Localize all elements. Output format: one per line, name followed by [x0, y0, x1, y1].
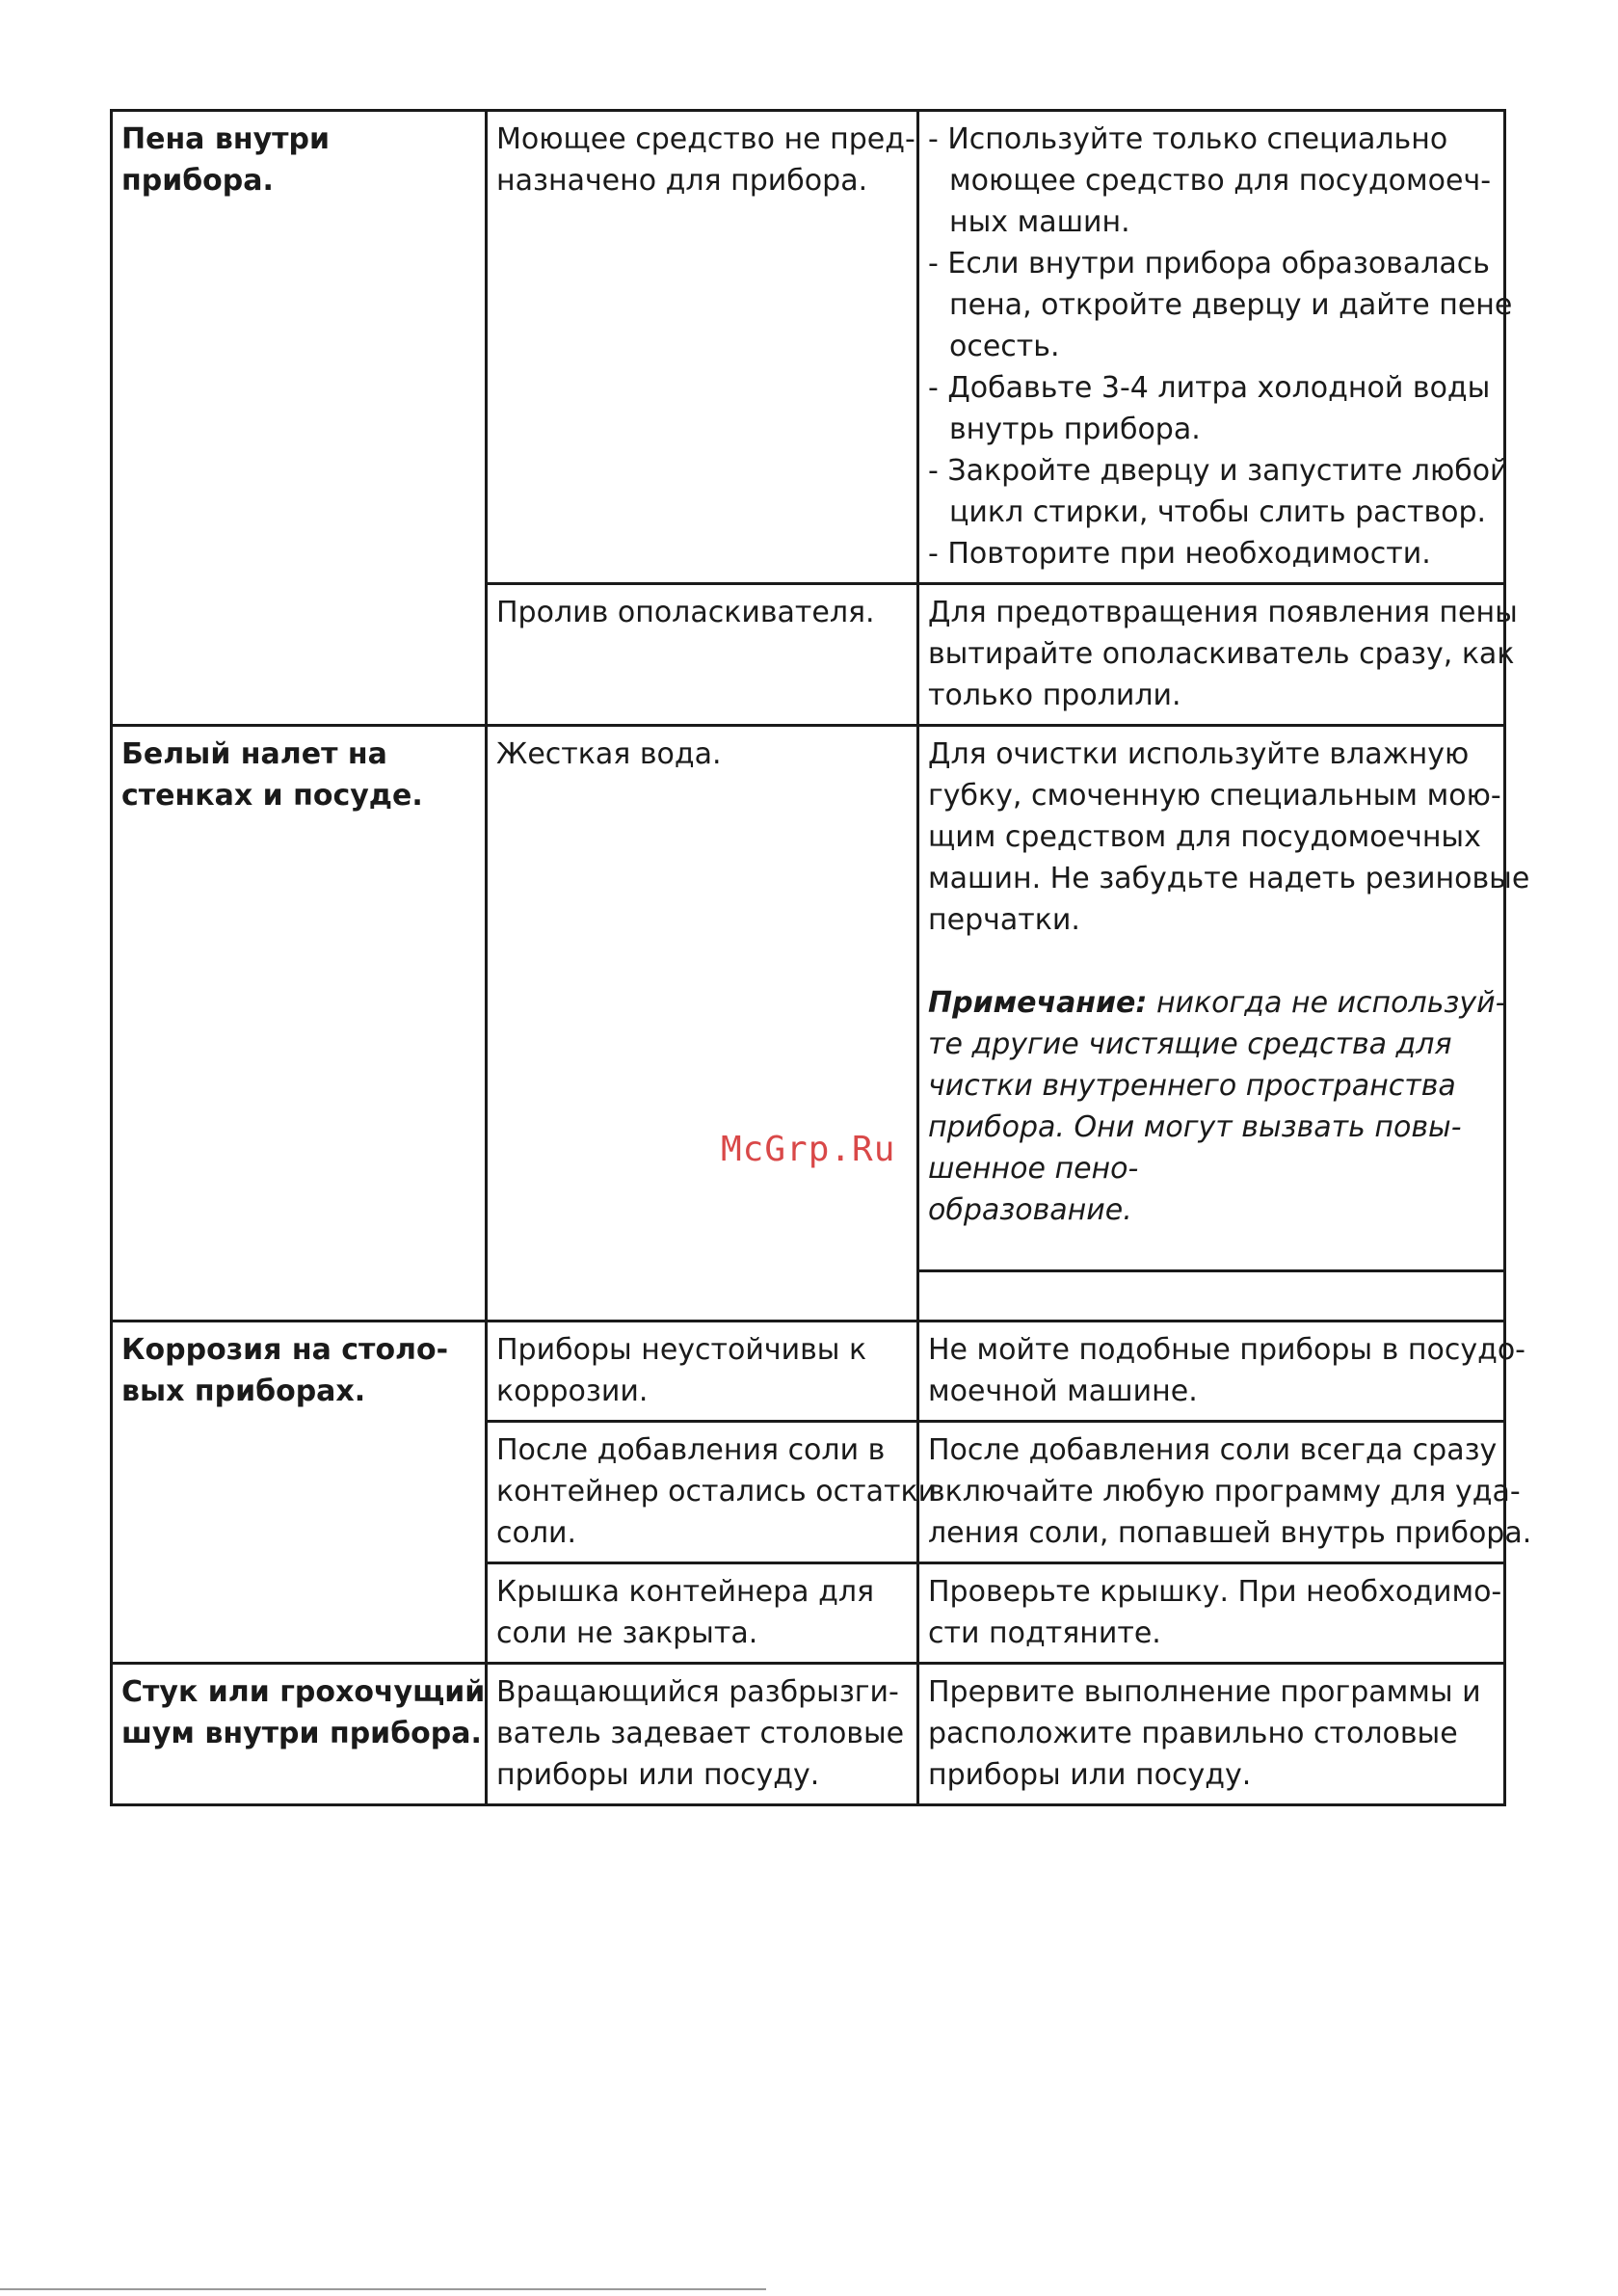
problem-text: стенках и посуде. [121, 779, 423, 813]
problem-text: Белый налет на [121, 737, 387, 771]
problem-text: прибора. [121, 164, 274, 198]
solution-text: ных машин. [949, 205, 1130, 239]
cause-text: Пролив ополаскивателя. [496, 596, 875, 629]
solution-text: приборы или посуду. [928, 1758, 1252, 1792]
solution-text: расположите правильно столовые [928, 1717, 1458, 1750]
cause-cell [487, 1563, 918, 1664]
table-row [112, 726, 1505, 1271]
note-text: шенное пено- [928, 1152, 1139, 1186]
cause-cell [487, 1422, 938, 1563]
solution-cell [918, 1322, 1525, 1422]
solution-text: включайте любую программу для уда- [928, 1475, 1521, 1508]
problem-text: Стук или грохочущий [121, 1675, 486, 1709]
solution-cell [918, 1422, 1532, 1563]
solution-text: пена, откройте дверцу и дайте пене [949, 288, 1513, 322]
cause-text: Жесткая вода. [496, 737, 722, 771]
cause-text: назначено для прибора. [496, 164, 868, 198]
solution-cell [918, 1563, 1505, 1664]
solution-text: Для очистки используйте влажную [928, 737, 1470, 771]
empty-cell [918, 1271, 1505, 1322]
solution-text: осесть. [949, 330, 1060, 363]
cause-cell [487, 584, 918, 726]
table-row [112, 1664, 1505, 1805]
problem-text: Коррозия на столо- [121, 1333, 449, 1367]
problem-cell-foam [112, 111, 487, 726]
solution-text: вытирайте ополаскиватель сразу, как [928, 637, 1515, 671]
problem-text: вых приборах. [121, 1375, 366, 1408]
cause-text: приборы или посуду. [496, 1758, 820, 1792]
cause-text: Приборы неустойчивы к [496, 1333, 867, 1367]
solution-text: ления соли, попавшей внутрь прибора. [928, 1516, 1532, 1550]
note-text: образование. [928, 1193, 1132, 1227]
solution-bullet: - Если внутри прибора образовалась [928, 247, 1490, 280]
problem-text: Пена внутри [121, 122, 331, 156]
table-row [112, 111, 1505, 584]
solution-text: Не мойте подобные приборы в посудо- [928, 1333, 1525, 1367]
solution-text: цикл стирки, чтобы слить раствор. [949, 495, 1487, 529]
cause-text: Крышка контейнера для [496, 1575, 875, 1609]
solution-text: перчатки. [928, 903, 1080, 937]
note-label: Примечание: [928, 986, 1148, 1020]
solution-text: только пролили. [928, 679, 1181, 712]
table-row [112, 1322, 1505, 1422]
cause-cell [487, 1322, 918, 1422]
solution-text: губку, смоченную специальным мою- [928, 779, 1501, 813]
cause-text: ватель задевает столовые [496, 1717, 905, 1750]
solution-text: Проверьте крышку. При необходимо- [928, 1575, 1502, 1609]
note-text: те другие чистящие средства для [928, 1028, 1452, 1061]
cause-text: соли. [496, 1516, 577, 1550]
solution-bullet: - Повторите при необходимости. [928, 537, 1431, 571]
cause-cell [487, 111, 918, 584]
solution-text: моющее средство для посудомоеч- [949, 164, 1492, 198]
solution-text: сти подтяните. [928, 1616, 1161, 1650]
solution-text: Для предотвращения появления пены [928, 596, 1518, 629]
troubleshooting-table [110, 109, 1532, 1806]
problem-cell-white-film [112, 726, 487, 1322]
cause-text: Моющее средство не пред- [496, 122, 915, 156]
solution-cell [918, 584, 1518, 726]
footer-divider [0, 2288, 766, 2290]
solution-text: моечной машине. [928, 1375, 1198, 1408]
solution-cell [918, 111, 1513, 584]
problem-cell-corrosion [112, 1322, 487, 1664]
solution-text: машин. Не забудьте надеть резиновые [928, 862, 1530, 895]
note-text: чистки внутреннего пространства [928, 1069, 1456, 1103]
solution-bullet: - Используйте только специально [928, 122, 1448, 156]
solution-cell [918, 1664, 1505, 1805]
problem-cell-noise [112, 1664, 487, 1805]
cause-text: соли не закрыта. [496, 1616, 758, 1650]
cause-text: контейнер остались остатки [496, 1475, 938, 1508]
watermark: McGrp.Ru [721, 1130, 896, 1169]
cause-text: Вращающийся разбрызги- [496, 1675, 899, 1709]
solution-bullet: - Добавьте 3-4 литра холодной воды [928, 371, 1491, 405]
solution-text: После добавления соли всегда сразу [928, 1433, 1498, 1467]
note-text: прибора. Они могут вызвать повы- [928, 1110, 1462, 1144]
solution-bullet: - Закройте дверцу и запустите любой [928, 454, 1509, 488]
cause-text: коррозии. [496, 1375, 649, 1408]
solution-text: внутрь прибора. [949, 413, 1201, 446]
cause-text: После добавления соли в [496, 1433, 886, 1467]
solution-text: щим средством для посудомоечных [928, 820, 1481, 854]
solution-cell [918, 726, 1530, 1271]
note-text: никогда не используй- [1147, 986, 1506, 1020]
note-line [928, 982, 1506, 1024]
cause-cell [487, 726, 918, 1322]
solution-text: Прервите выполнение программы и [928, 1675, 1481, 1709]
problem-text: шум внутри прибора. [121, 1717, 482, 1750]
cause-cell [487, 1664, 918, 1805]
